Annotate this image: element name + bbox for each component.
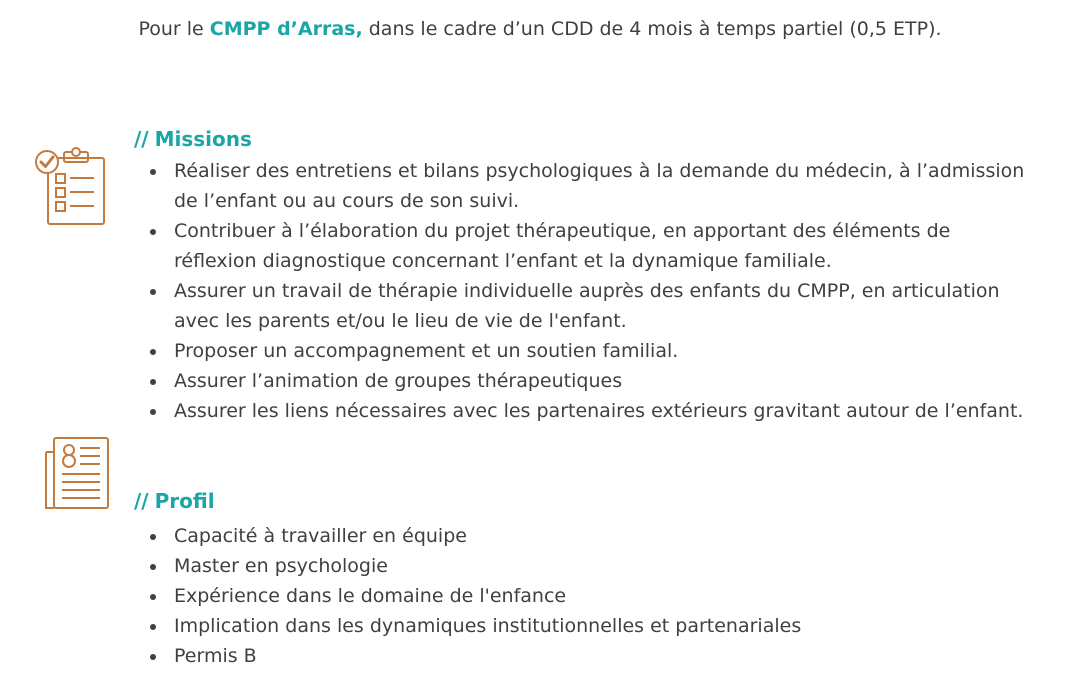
missions-list	[148, 156, 1028, 426]
profil-list	[148, 521, 1028, 671]
list-item: Capacité à travailler en équipe	[148, 521, 1028, 551]
profil-heading	[134, 487, 215, 515]
list-item: Implication dans les dynamiques institutionnelles et partenariales	[148, 611, 1028, 641]
list-item: Master en psychologie	[148, 551, 1028, 581]
list-item: Expérience dans le domaine de l'enfance	[148, 581, 1028, 611]
list-item: Permis B	[148, 641, 1028, 671]
missions-slashes: //	[134, 127, 149, 151]
intro-line	[0, 14, 1080, 44]
intro-suffix: dans le cadre d’un CDD de 4 mois à temps partiel (0,5 ETP).	[362, 18, 942, 40]
profil-slashes: //	[134, 489, 149, 513]
list-item: Contribuer à l’élaboration du projet thérapeutique, en apportant des éléments de réflexion diagnostique concernant l’enfant et la dynamique familiale.	[148, 216, 1028, 276]
missions-title: Missions	[154, 127, 252, 151]
list-item: Assurer les liens nécessaires avec les partenaires extérieurs gravitant autour de l’enfant.	[148, 396, 1028, 426]
profil-title: Profil	[154, 489, 215, 513]
intro-organization: CMPP d’Arras,	[209, 18, 363, 40]
resume-document-icon	[42, 436, 112, 512]
missions-heading	[134, 125, 252, 153]
intro-prefix: Pour le	[138, 18, 210, 40]
list-item: Réaliser des entretiens et bilans psychologiques à la demande du médecin, à l’admission de l’enfant ou au cours de son suivi.	[148, 156, 1028, 216]
list-item: Proposer un accompagnement et un soutien familial.	[148, 336, 1028, 366]
list-item: Assurer un travail de thérapie individuelle auprès des enfants du CMPP, en articulation avec les parents et/ou le lieu de vie de l'enfant.	[148, 276, 1028, 336]
clipboard-checklist-icon	[34, 146, 106, 228]
list-item: Assurer l’animation de groupes thérapeutiques	[148, 366, 1028, 396]
